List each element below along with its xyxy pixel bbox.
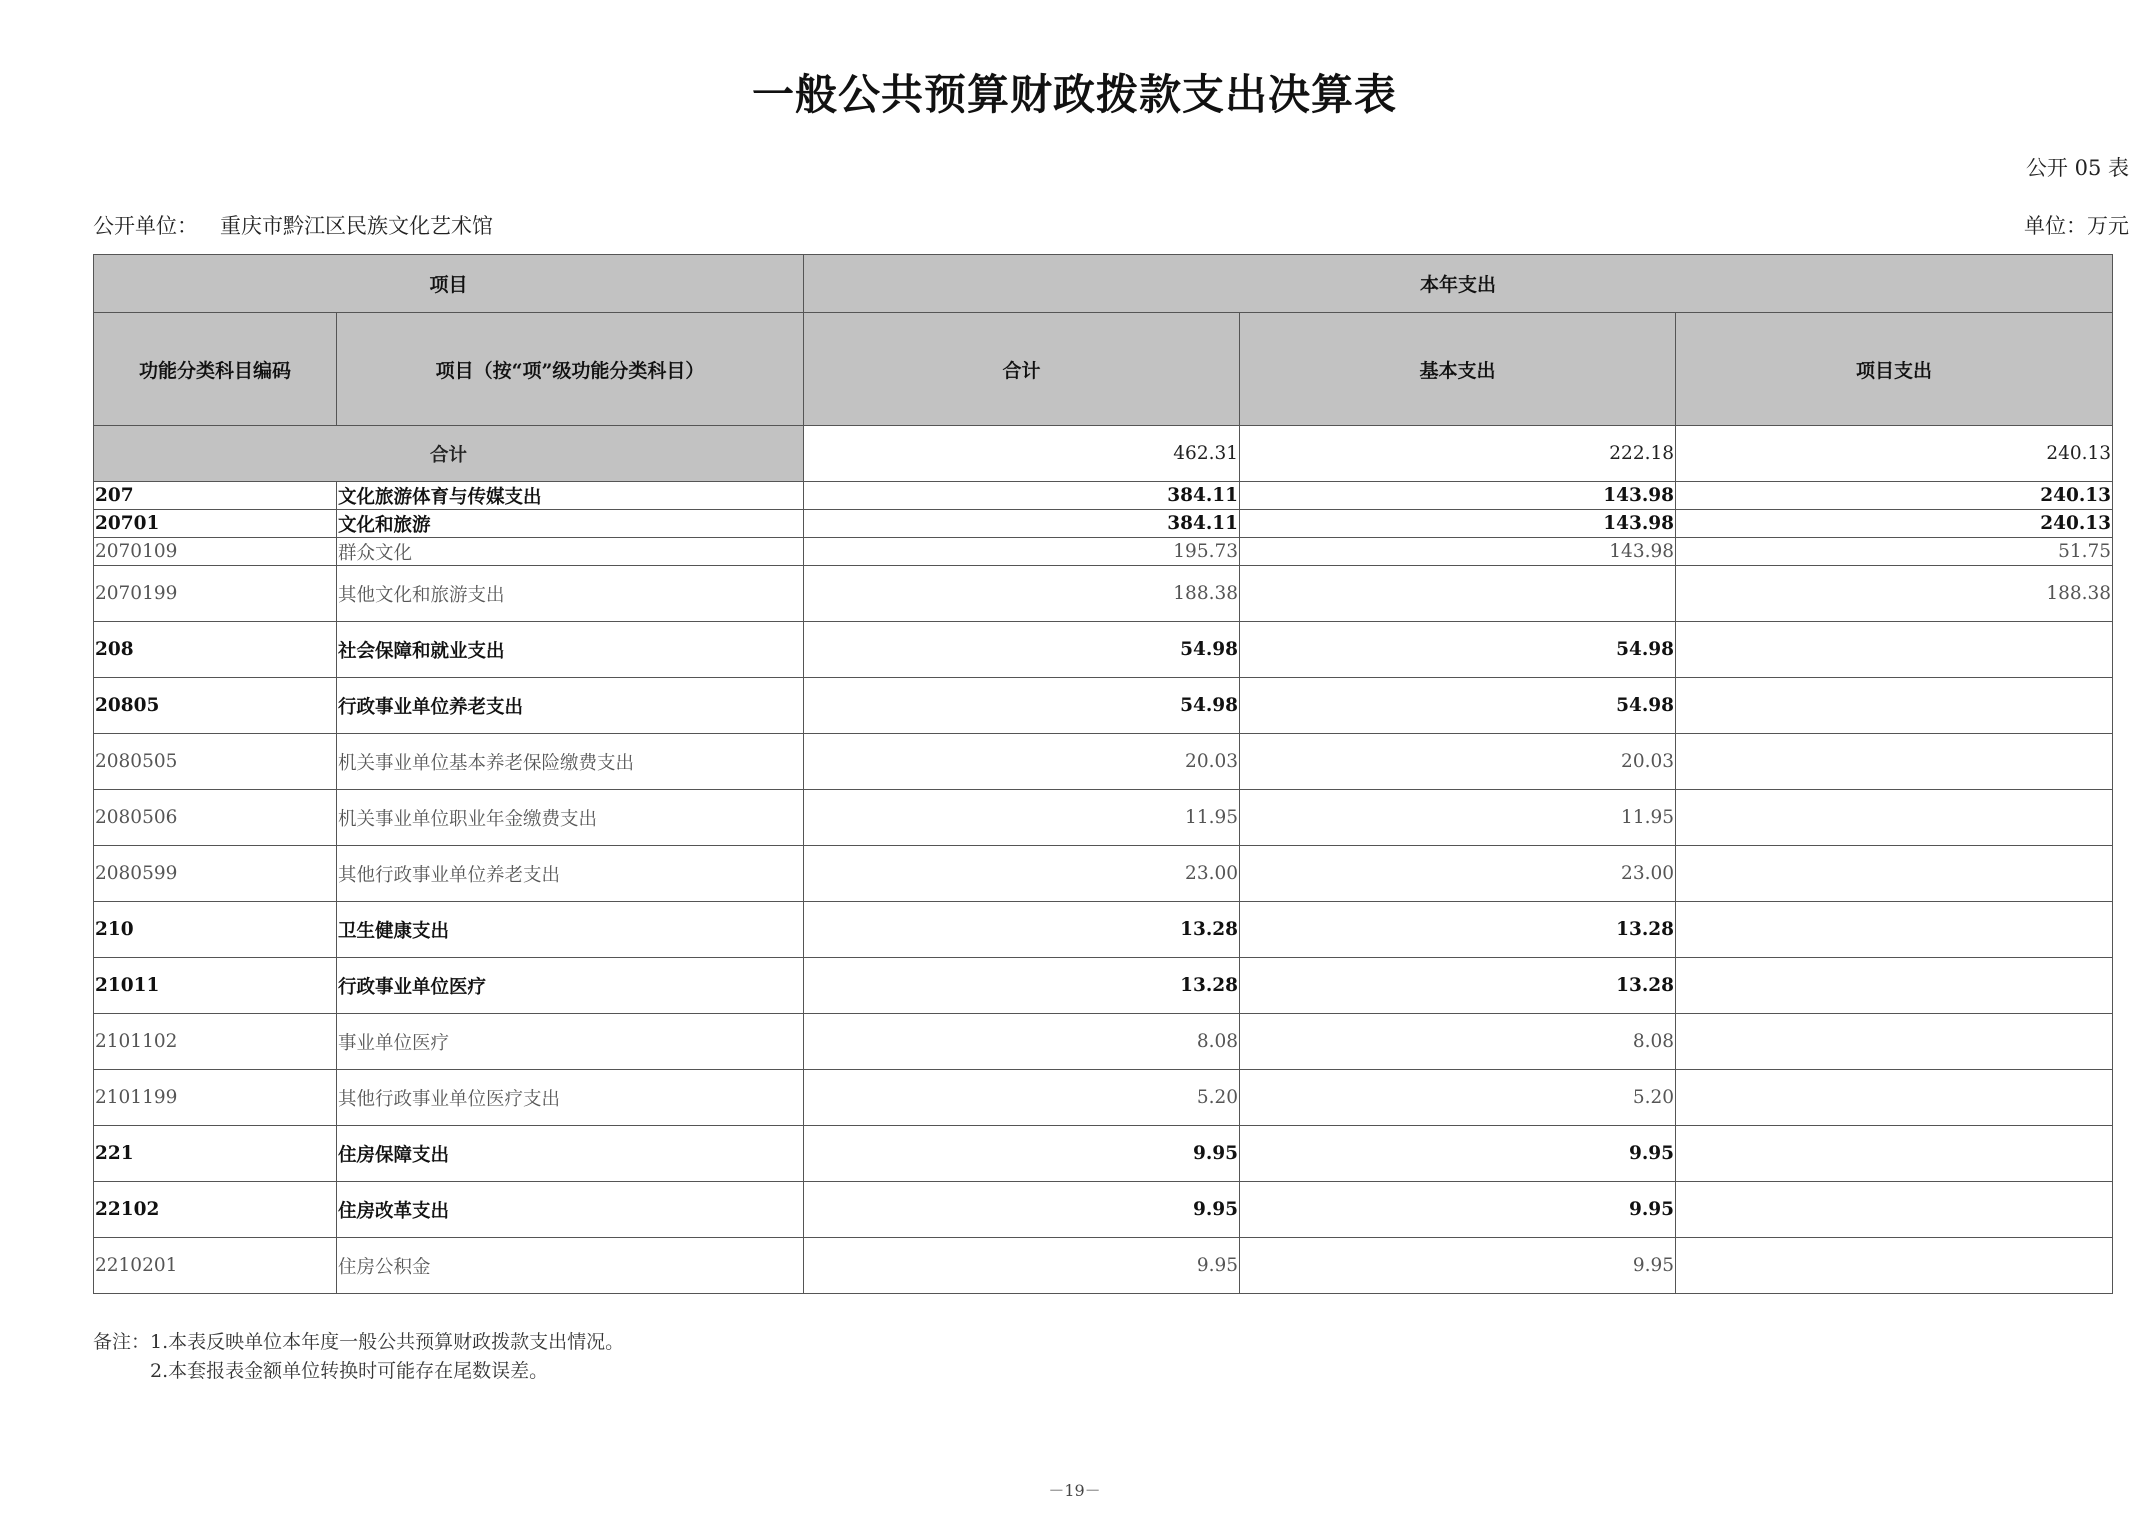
row-code: 22102 — [94, 1182, 337, 1238]
table-row — [94, 790, 2113, 846]
table-row — [94, 734, 2113, 790]
row-name: 行政事业单位医疗 — [337, 958, 804, 1014]
row-code: 20701 — [94, 510, 337, 538]
header-row-2 — [94, 313, 2113, 426]
table-row — [94, 902, 2113, 958]
row-project: 240.13 — [1676, 510, 2113, 538]
table-row — [94, 622, 2113, 678]
row-name: 住房改革支出 — [337, 1182, 804, 1238]
page-number: －19－ — [1048, 1481, 1101, 1500]
row-total: 23.00 — [804, 846, 1240, 902]
row-project: 188.38 — [1676, 566, 2113, 622]
row-basic: 9.95 — [1240, 1238, 1676, 1294]
total-basic: 222.18 — [1240, 426, 1676, 482]
header-project: 项目 — [94, 255, 804, 313]
row-basic: 5.20 — [1240, 1070, 1676, 1126]
row-name: 行政事业单位养老支出 — [337, 678, 804, 734]
expenditure-table — [93, 254, 2113, 1294]
table-row — [94, 958, 2113, 1014]
row-total: 9.95 — [804, 1238, 1240, 1294]
total-project: 240.13 — [1676, 426, 2113, 482]
row-basic: 143.98 — [1240, 538, 1676, 566]
row-name: 社会保障和就业支出 — [337, 622, 804, 678]
row-project — [1676, 1014, 2113, 1070]
notes — [93, 1328, 624, 1386]
row-total: 54.98 — [804, 678, 1240, 734]
row-basic: 13.28 — [1240, 902, 1676, 958]
note-line-2: 2.本套报表金额单位转换时可能存在尾数误差。 — [150, 1360, 549, 1382]
row-code: 221 — [94, 1126, 337, 1182]
row-code: 2101199 — [94, 1070, 337, 1126]
row-code: 2101102 — [94, 1014, 337, 1070]
row-total: 11.95 — [804, 790, 1240, 846]
row-basic: 9.95 — [1240, 1182, 1676, 1238]
col-basic-header: 基本支出 — [1240, 313, 1676, 426]
header-year-expenditure: 本年支出 — [804, 255, 2113, 313]
row-total: 13.28 — [804, 902, 1240, 958]
header-row-1 — [94, 255, 2113, 313]
note-line-1: 备注：1.本表反映单位本年度一般公共预算财政拨款支出情况。 — [93, 1331, 625, 1353]
row-project: 51.75 — [1676, 538, 2113, 566]
row-code: 2070109 — [94, 538, 337, 566]
row-code: 2080506 — [94, 790, 337, 846]
row-basic: 11.95 — [1240, 790, 1676, 846]
row-name: 其他文化和旅游支出 — [337, 566, 804, 622]
row-total: 8.08 — [804, 1014, 1240, 1070]
row-name: 文化和旅游 — [337, 510, 804, 538]
table-row — [94, 1070, 2113, 1126]
row-basic: 9.95 — [1240, 1126, 1676, 1182]
row-project — [1676, 1070, 2113, 1126]
row-project — [1676, 1126, 2113, 1182]
row-project — [1676, 958, 2113, 1014]
row-project — [1676, 846, 2113, 902]
col-code-header: 功能分类科目编码 — [94, 313, 337, 426]
col-name-header: 项目（按“项”级功能分类科目） — [337, 313, 804, 426]
row-project — [1676, 678, 2113, 734]
row-code: 20805 — [94, 678, 337, 734]
row-name: 事业单位医疗 — [337, 1014, 804, 1070]
row-code: 21011 — [94, 958, 337, 1014]
row-name: 卫生健康支出 — [337, 902, 804, 958]
reporting-unit — [93, 210, 493, 240]
col-project-header: 项目支出 — [1676, 313, 2113, 426]
table-row — [94, 510, 2113, 538]
reporting-unit-label: 公开单位： — [93, 214, 198, 238]
table-row — [94, 538, 2113, 566]
table-row — [94, 678, 2113, 734]
row-project — [1676, 734, 2113, 790]
row-name: 住房保障支出 — [337, 1126, 804, 1182]
row-basic — [1240, 566, 1676, 622]
row-code: 2070199 — [94, 566, 337, 622]
reporting-unit-value: 重庆市黔江区民族文化艺术馆 — [220, 214, 493, 238]
row-code: 210 — [94, 902, 337, 958]
row-total: 384.11 — [804, 482, 1240, 510]
total-label: 合计 — [94, 426, 804, 482]
row-code: 2080599 — [94, 846, 337, 902]
table-row — [94, 566, 2113, 622]
row-project: 240.13 — [1676, 482, 2113, 510]
row-basic: 143.98 — [1240, 510, 1676, 538]
row-name: 群众文化 — [337, 538, 804, 566]
currency-unit: 单位：万元 — [2024, 214, 2129, 238]
row-code: 207 — [94, 482, 337, 510]
form-number: 公开 05 表 — [2025, 156, 2129, 180]
row-basic: 143.98 — [1240, 482, 1676, 510]
row-code: 208 — [94, 622, 337, 678]
row-total: 188.38 — [804, 566, 1240, 622]
col-total-header: 合计 — [804, 313, 1240, 426]
table-row — [94, 1014, 2113, 1070]
row-name: 机关事业单位基本养老保险缴费支出 — [337, 734, 804, 790]
row-name: 其他行政事业单位养老支出 — [337, 846, 804, 902]
row-total: 9.95 — [804, 1126, 1240, 1182]
row-code: 2210201 — [94, 1238, 337, 1294]
row-total: 20.03 — [804, 734, 1240, 790]
row-name: 机关事业单位职业年金缴费支出 — [337, 790, 804, 846]
row-total: 384.11 — [804, 510, 1240, 538]
row-project — [1676, 622, 2113, 678]
row-basic: 20.03 — [1240, 734, 1676, 790]
table-row — [94, 1182, 2113, 1238]
row-total: 9.95 — [804, 1182, 1240, 1238]
row-basic: 23.00 — [1240, 846, 1676, 902]
row-project — [1676, 790, 2113, 846]
table-row — [94, 846, 2113, 902]
row-name: 住房公积金 — [337, 1238, 804, 1294]
page-title: 一般公共预算财政拨款支出决算表 — [751, 70, 1397, 119]
row-basic: 13.28 — [1240, 958, 1676, 1014]
row-name: 其他行政事业单位医疗支出 — [337, 1070, 804, 1126]
row-basic: 54.98 — [1240, 622, 1676, 678]
row-project — [1676, 902, 2113, 958]
row-total: 195.73 — [804, 538, 1240, 566]
total-row — [94, 426, 2113, 482]
row-name: 文化旅游体育与传媒支出 — [337, 482, 804, 510]
row-basic: 8.08 — [1240, 1014, 1676, 1070]
row-total: 13.28 — [804, 958, 1240, 1014]
total-amount: 462.31 — [804, 426, 1240, 482]
table-row — [94, 482, 2113, 510]
table-row — [94, 1126, 2113, 1182]
row-project — [1676, 1238, 2113, 1294]
row-total: 5.20 — [804, 1070, 1240, 1126]
row-code: 2080505 — [94, 734, 337, 790]
row-basic: 54.98 — [1240, 678, 1676, 734]
table-row — [94, 1238, 2113, 1294]
row-total: 54.98 — [804, 622, 1240, 678]
row-project — [1676, 1182, 2113, 1238]
